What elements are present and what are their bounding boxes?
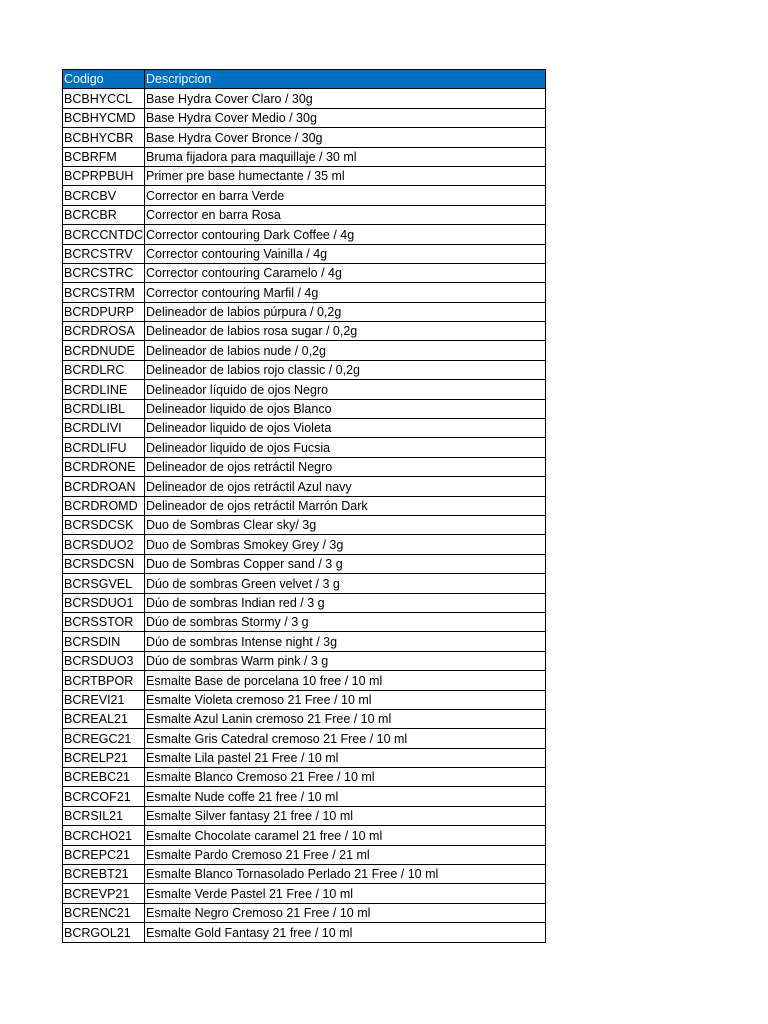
cell-code[interactable]: BCRCSTRV	[63, 244, 145, 263]
cell-description[interactable]: Base Hydra Cover Bronce / 30g	[145, 128, 546, 147]
table-row	[63, 147, 546, 166]
cell-description[interactable]: Esmalte Pardo Cremoso 21 Free / 21 ml	[145, 845, 546, 864]
cell-description[interactable]: Esmalte Blanco Cremoso 21 Free / 10 ml	[145, 768, 546, 787]
cell-code[interactable]: BCRSDCSN	[63, 554, 145, 573]
table-row	[63, 399, 546, 418]
table-row	[63, 787, 546, 806]
cell-code[interactable]: BCBHYCCL	[63, 89, 145, 108]
cell-description[interactable]: Delineador líquido de ojos Negro	[145, 380, 546, 399]
table-row	[63, 186, 546, 205]
table-row	[63, 477, 546, 496]
cell-code[interactable]: BCRCOF21	[63, 787, 145, 806]
table-header	[63, 70, 546, 89]
table-row	[63, 768, 546, 787]
cell-description[interactable]: Delineador de ojos retráctil Negro	[145, 457, 546, 476]
table-row	[63, 845, 546, 864]
cell-description[interactable]: Esmalte Gris Catedral cremoso 21 Free / 10 ml	[145, 729, 546, 748]
table-row	[63, 128, 546, 147]
cell-code[interactable]: BCRELP21	[63, 748, 145, 767]
cell-code[interactable]: BCRGOL21	[63, 923, 145, 942]
cell-description[interactable]: Delineador de labios púrpura / 0,2g	[145, 302, 546, 321]
cell-description[interactable]: Esmalte Chocolate caramel 21 free / 10 ml	[145, 826, 546, 845]
cell-description[interactable]: Dúo de sombras Stormy / 3 g	[145, 612, 546, 631]
cell-description[interactable]: Duo de Sombras Clear sky/ 3g	[145, 515, 546, 534]
column-header-code[interactable]: Codigo	[63, 70, 145, 89]
table-row	[63, 496, 546, 515]
cell-code[interactable]: BCPRPBUH	[63, 166, 145, 185]
table-row	[63, 166, 546, 185]
cell-description[interactable]: Esmalte Base de porcelana 10 free / 10 ml	[145, 671, 546, 690]
cell-code[interactable]: BCREAL21	[63, 709, 145, 728]
cell-description[interactable]: Delineador liquido de ojos Fucsia	[145, 438, 546, 457]
table-row	[63, 244, 546, 263]
cell-code[interactable]: BCRCBR	[63, 205, 145, 224]
cell-code[interactable]: BCREBC21	[63, 768, 145, 787]
cell-description[interactable]: Dúo de sombras Green velvet / 3 g	[145, 574, 546, 593]
table-row	[63, 515, 546, 534]
product-table	[62, 69, 546, 943]
cell-description[interactable]: Duo de Sombras Copper sand / 3 g	[145, 554, 546, 573]
cell-code[interactable]: BCRDROMD	[63, 496, 145, 515]
cell-code[interactable]: BCRSDUO3	[63, 651, 145, 670]
cell-description[interactable]: Delineador liquido de ojos Violeta	[145, 419, 546, 438]
cell-description[interactable]: Delineador liquido de ojos Blanco	[145, 399, 546, 418]
table-row	[63, 612, 546, 631]
cell-description[interactable]: Corrector contouring Marfil / 4g	[145, 283, 546, 302]
cell-description[interactable]: Base Hydra Cover Claro / 30g	[145, 89, 546, 108]
cell-description[interactable]: Esmalte Verde Pastel 21 Free / 10 ml	[145, 884, 546, 903]
table-row	[63, 690, 546, 709]
cell-description[interactable]: Delineador de ojos retráctil Marrón Dark	[145, 496, 546, 515]
cell-description[interactable]: Corrector en barra Verde	[145, 186, 546, 205]
table-row	[63, 360, 546, 379]
cell-description[interactable]: Esmalte Nude coffe 21 free / 10 ml	[145, 787, 546, 806]
cell-description[interactable]: Duo de Sombras Smokey Grey / 3g	[145, 535, 546, 554]
cell-description[interactable]: Delineador de ojos retráctil Azul navy	[145, 477, 546, 496]
column-header-description[interactable]: Descripcion	[145, 70, 546, 89]
table-row	[63, 457, 546, 476]
cell-description[interactable]: Primer pre base humectante / 35 ml	[145, 166, 546, 185]
cell-code[interactable]: BCRDNUDE	[63, 341, 145, 360]
table-row	[63, 729, 546, 748]
cell-code[interactable]: BCRCSTRM	[63, 283, 145, 302]
cell-code[interactable]: BCRDLIFU	[63, 438, 145, 457]
table-row	[63, 574, 546, 593]
cell-code[interactable]: BCRDLINE	[63, 380, 145, 399]
cell-code[interactable]: BCREBT21	[63, 865, 145, 884]
cell-description[interactable]: Base Hydra Cover Medio / 30g	[145, 108, 546, 127]
cell-code[interactable]: BCRDROSA	[63, 322, 145, 341]
cell-description[interactable]: Dúo de sombras Indian red / 3 g	[145, 593, 546, 612]
table-row	[63, 380, 546, 399]
table-row	[63, 554, 546, 573]
table-row	[63, 632, 546, 651]
cell-code[interactable]: BCBRFM	[63, 147, 145, 166]
cell-description[interactable]: Esmalte Silver fantasy 21 free / 10 ml	[145, 806, 546, 825]
cell-code[interactable]: BCREVI21	[63, 690, 145, 709]
cell-code[interactable]: BCRSDCSK	[63, 515, 145, 534]
cell-code[interactable]: BCBHYCMD	[63, 108, 145, 127]
cell-description[interactable]: Delineador de labios nude / 0,2g	[145, 341, 546, 360]
cell-code[interactable]: BCBHYCBR	[63, 128, 145, 147]
table-row	[63, 884, 546, 903]
table-row	[63, 302, 546, 321]
table-row	[63, 283, 546, 302]
table-row	[63, 89, 546, 108]
cell-code[interactable]: BCRDLRC	[63, 360, 145, 379]
table-row	[63, 748, 546, 767]
cell-code[interactable]: BCREGC21	[63, 729, 145, 748]
table-row	[63, 826, 546, 845]
cell-code[interactable]: BCRSDUO1	[63, 593, 145, 612]
cell-description[interactable]: Esmalte Negro Cremoso 21 Free / 10 ml	[145, 903, 546, 922]
table-row	[63, 108, 546, 127]
table-row	[63, 205, 546, 224]
cell-description[interactable]: Corrector contouring Caramelo / 4g	[145, 263, 546, 282]
cell-code[interactable]: BCRTBPOR	[63, 671, 145, 690]
cell-description[interactable]: Esmalte Violeta cremoso 21 Free / 10 ml	[145, 690, 546, 709]
table-body	[63, 89, 546, 942]
cell-description[interactable]: Delineador de labios rosa sugar / 0,2g	[145, 322, 546, 341]
cell-code[interactable]: BCRENC21	[63, 903, 145, 922]
cell-code[interactable]: BCRSGVEL	[63, 574, 145, 593]
cell-code[interactable]: BCRSDIN	[63, 632, 145, 651]
cell-code[interactable]: BCRCHO21	[63, 826, 145, 845]
cell-code[interactable]: BCREVP21	[63, 884, 145, 903]
cell-description[interactable]: Esmalte Azul Lanin cremoso 21 Free / 10 ml	[145, 709, 546, 728]
header-row	[63, 70, 546, 89]
cell-description[interactable]: Delineador de labios rojo classic / 0,2g	[145, 360, 546, 379]
cell-code[interactable]: BCRDROAN	[63, 477, 145, 496]
table-row	[63, 341, 546, 360]
table-row	[63, 535, 546, 554]
table-row	[63, 651, 546, 670]
table-row	[63, 671, 546, 690]
table-row	[63, 923, 546, 942]
cell-description[interactable]: Esmalte Gold Fantasy 21 free / 10 ml	[145, 923, 546, 942]
cell-code[interactable]: BCRCCNTDC	[63, 225, 145, 244]
cell-description[interactable]: Corrector en barra Rosa	[145, 205, 546, 224]
cell-code[interactable]: BCRDRONE	[63, 457, 145, 476]
cell-code[interactable]: BCRDLIVI	[63, 419, 145, 438]
cell-code[interactable]: BCRDLIBL	[63, 399, 145, 418]
cell-description[interactable]: Corrector contouring Vainilla / 4g	[145, 244, 546, 263]
table-row	[63, 865, 546, 884]
cell-description[interactable]: Bruma fijadora para maquillaje / 30 ml	[145, 147, 546, 166]
table-row	[63, 322, 546, 341]
cell-code[interactable]: BCRSDUO2	[63, 535, 145, 554]
cell-code[interactable]: BCRSSTOR	[63, 612, 145, 631]
table-row	[63, 438, 546, 457]
cell-code[interactable]: BCRCBV	[63, 186, 145, 205]
table-row	[63, 709, 546, 728]
cell-description[interactable]: Corrector contouring Dark Coffee / 4g	[145, 225, 546, 244]
table-row	[63, 593, 546, 612]
cell-code[interactable]: BCREPC21	[63, 845, 145, 864]
cell-code[interactable]: BCRCSTRC	[63, 263, 145, 282]
table-row	[63, 419, 546, 438]
cell-description[interactable]: Esmalte Blanco Tornasolado Perlado 21 Free / 10 ml	[145, 865, 546, 884]
cell-code[interactable]: BCRSIL21	[63, 806, 145, 825]
cell-code[interactable]: BCRDPURP	[63, 302, 145, 321]
table-row	[63, 225, 546, 244]
cell-description[interactable]: Esmalte Lila pastel 21 Free / 10 ml	[145, 748, 546, 767]
table-row	[63, 806, 546, 825]
table-row	[63, 263, 546, 282]
cell-description[interactable]: Dúo de sombras Intense night / 3g	[145, 632, 546, 651]
cell-description[interactable]: Dúo de sombras Warm pink / 3 g	[145, 651, 546, 670]
table-row	[63, 903, 546, 922]
